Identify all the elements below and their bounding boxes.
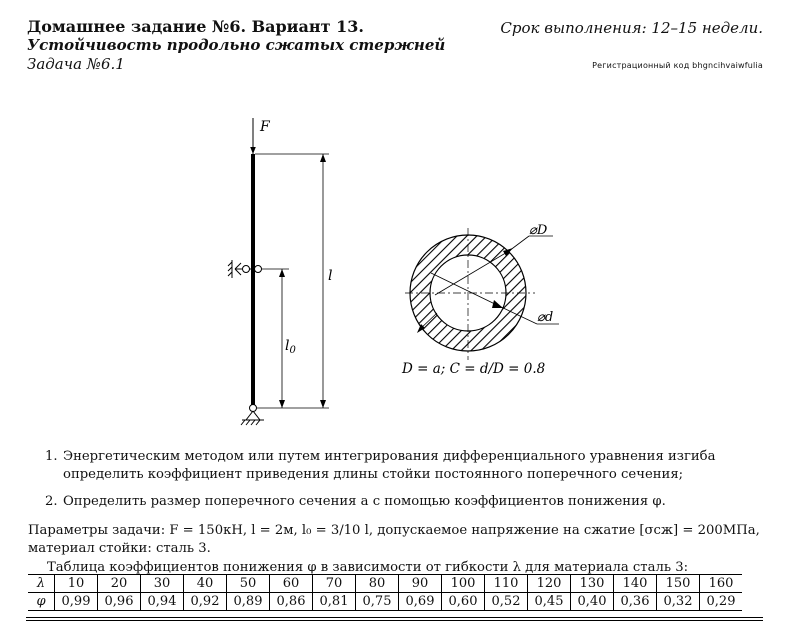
column-diagram (215, 110, 345, 430)
phi-cell: 0,89 (227, 593, 270, 611)
section-caption: D = a; C = d/D = 0.8 (402, 361, 546, 377)
lambda-cell: 110 (485, 575, 528, 593)
lambda-row (28, 575, 742, 593)
bottom-rule (26, 617, 763, 618)
page-title: Домашнее задание №6. Вариант 13. (27, 17, 364, 36)
inner-diameter-label: ⌀d (537, 310, 554, 325)
task-item-1: 1. Энергетическим методом или путем интегрирования дифференциального уравнения изгиба определить коэффициент приведения длины стойки постоянного поперечного сечения; (45, 448, 765, 484)
ring-hatching (395, 218, 570, 383)
registration-code: Регистрационный код bhgncihvaiwfulia (592, 61, 763, 70)
lambda-cell: 150 (657, 575, 700, 593)
phi-cell: 0,36 (614, 593, 657, 611)
task-parameters: Параметры задачи: F = 150кН, l = 2м, l₀ = 3/10 l, допускаемое напряжение на сжатие [σсж] = 200МПа, материал стойки: сталь 3. (28, 523, 760, 556)
phi-cell: 0,75 (356, 593, 399, 611)
lambda-cell: 10 (55, 575, 98, 593)
intermediate-support (228, 260, 262, 278)
lambda-cell: 120 (528, 575, 571, 593)
cross-section-diagram (395, 218, 570, 383)
page-subtitle: Устойчивость продольно сжатых стержней (27, 36, 446, 54)
phi-cell: 0,32 (657, 593, 700, 611)
phi-label: φ (36, 594, 46, 609)
lambda-cell: 100 (442, 575, 485, 593)
phi-row (28, 593, 742, 611)
phi-cell: 0,45 (528, 593, 571, 611)
lambda-cell: 30 (141, 575, 184, 593)
outer-diameter-label: ⌀D (529, 223, 548, 238)
lambda-cell: 130 (571, 575, 614, 593)
task-item-1-text: Энергетическим методом или путем интегрирования дифференциального уравнения изгиба определить коэффициент приведения длины стойки постоянного поперечного сечения; (63, 449, 716, 482)
phi-cell: 0,99 (55, 593, 98, 611)
length0-label: $l_0$ (285, 338, 296, 356)
lambda-cell: 20 (98, 575, 141, 593)
force-label: F (260, 119, 270, 135)
table-caption: Таблица коэффициентов понижения φ в зависимости от гибкости λ для материала сталь 3: (47, 560, 689, 575)
coefficient-table (28, 574, 742, 611)
phi-cell: 0,69 (399, 593, 442, 611)
lambda-label: λ (28, 575, 55, 593)
lambda-cell: 90 (399, 575, 442, 593)
phi-cell: 0,52 (485, 593, 528, 611)
task-item-2: 2. Определить размер поперечного сечения a с помощью коэффициентов понижения φ. (45, 493, 765, 511)
lambda-cell: 50 (227, 575, 270, 593)
phi-cell: 0,92 (184, 593, 227, 611)
phi-cell: 0,29 (700, 593, 743, 611)
phi-cell: 0,96 (98, 593, 141, 611)
task-item-2-text: Определить размер поперечного сечения a с помощью коэффициентов понижения φ. (63, 494, 666, 509)
deadline-text: Срок выполнения: 12–15 недели. (500, 19, 763, 37)
phi-cell: 0,86 (270, 593, 313, 611)
lambda-cell: 60 (270, 575, 313, 593)
task-label: Задача №6.1 (27, 55, 125, 73)
phi-cell: 0,40 (571, 593, 614, 611)
bottom-rule-2 (26, 620, 763, 621)
phi-cell: 0,94 (141, 593, 184, 611)
lambda-cell: 70 (313, 575, 356, 593)
pin-support (241, 405, 264, 426)
lambda-cell: 80 (356, 575, 399, 593)
lambda-cell: 160 (700, 575, 743, 593)
phi-cell: 0,60 (442, 593, 485, 611)
lambda-cell: 140 (614, 575, 657, 593)
length-label: l (328, 268, 333, 284)
lambda-cell: 40 (184, 575, 227, 593)
phi-cell: 0,81 (313, 593, 356, 611)
